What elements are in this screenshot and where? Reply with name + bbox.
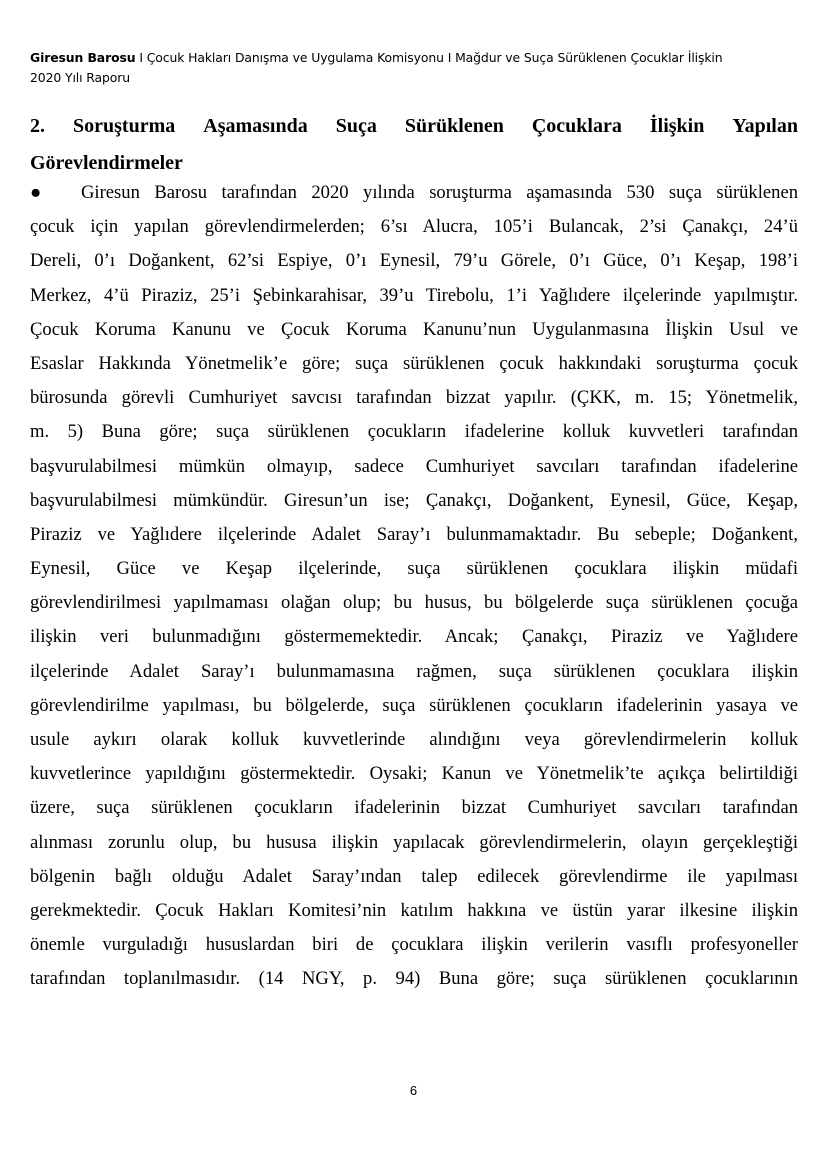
paragraph-line: gerekmektedir. Çocuk Hakları Komitesi’nin katılım hakkına ve üstün yarar ilkesine ilişkin (30, 899, 798, 921)
paragraph-line: ilçelerinde Adalet Saray’ı bulunmamasına rağmen, suça sürüklenen çocuklara ilişkin (30, 660, 798, 682)
paragraph-line: Çocuk Koruma Kanunu ve Çocuk Koruma Kanunu’nun Uygulanmasına İlişkin Usul ve (30, 318, 798, 340)
paragraph-line: başvurulabilmesi mümkün olmayıp, sadece Cumhuriyet savcıları tarafından ifadelerine (30, 455, 798, 477)
section-title-word: Sürüklenen (404, 115, 504, 137)
section-heading (30, 108, 798, 182)
paragraph-line: önemle vurguladığı hususlardan biri de çocuklara ilişkin verilerin vasıflı profesyoneller (30, 934, 798, 956)
bullet-icon: ● (30, 182, 42, 203)
section-number: 2. (30, 115, 45, 137)
paragraph-line: Eynesil, Güce ve Keşap ilçelerinde, suça sürüklenen çocuklara ilişkin müdafi (30, 558, 798, 580)
section-heading-line-2: Görevlendirmeler (30, 152, 183, 174)
paragraph-line: m. 5) Buna göre; suça sürüklenen çocukların ifadelerine kolluk kuvvetleri tarafından (30, 421, 798, 443)
paragraph-line: Esaslar Hakkında Yönetmelik’e göre; suça sürüklenen çocuk hakkındaki soruşturma çocuk (30, 352, 798, 374)
paragraph-line: Dereli, 0’ı Doğankent, 62’si Espiye, 0’ı Eynesil, 79’u Görele, 0’ı Güce, 0’ı Keşap, 198’i (30, 250, 798, 272)
section-title-word: İlişkin (649, 115, 705, 137)
paragraph-line: Merkez, 4’ü Piraziz, 25’i Şebinkarahisar, 39’u Tirebolu, 1’i Yağlıdere ilçelerinde yapılmıştır. (30, 284, 798, 306)
header-title: I Çocuk Hakları Danışma ve Uygulama Komisyonu I Mağdur ve Suça Sürüklenen Çocuklar İlişkin (135, 50, 723, 65)
paragraph-line: görevlendirilmesi yapılmaması olağan olup; bu husus, bu bölgelerde suça sürüklenen çocuğa (30, 592, 798, 614)
page-header (30, 48, 800, 88)
paragraph-line: tarafından toplanılmasıdır. (14 NGY, p. 94) Buna göre; suça sürüklenen çocuklarının (30, 968, 798, 990)
paragraph-line: ilişkin veri bulunmadığını göstermemektedir. Ancak; Çanakçı, Piraziz ve Yağlıdere (30, 626, 798, 648)
paragraph-line: bölgenin bağlı olduğu Adalet Saray’ından talep edilecek görevlendirme ile yapılması (30, 865, 798, 887)
body-paragraph (30, 176, 798, 997)
page-number: 6 (409, 1083, 418, 1098)
section-title-word: Suça (335, 115, 377, 137)
paragraph-line: bürosunda görevli Cumhuriyet savcısı tarafından bizzat yapılır. (ÇKK, m. 15; Yönetmelik, (30, 387, 798, 409)
paragraph-line: Piraziz ve Yağlıdere ilçelerinde Adalet Saray’ı bulunmamaktadır. Bu sebeple; Doğankent, (30, 523, 798, 545)
paragraph-line (30, 176, 798, 210)
section-heading-line-1 (30, 108, 798, 145)
section-title-word: Yapılan (732, 115, 798, 137)
paragraph-line: görevlendirilme yapılması, bu bölgelerde, suça sürüklenen çocukların ifadelerinin yasaya ve (30, 694, 798, 716)
section-title-word: Çocuklara (531, 115, 622, 137)
paragraph-line: usule aykırı olarak kolluk kuvvetlerinde alındığını veya görevlendirmelerin kolluk (30, 729, 798, 750)
header-org-name: Giresun Barosu (30, 50, 136, 65)
paragraph-line: başvurulabilmesi mümkündür. Giresun’un ise; Çanakçı, Doğankent, Eynesil, Güce, Keşap, (30, 489, 798, 511)
paragraph-line-text: Giresun Barosu tarafından 2020 yılında soruşturma aşamasında 530 suça sürüklenen (81, 182, 798, 203)
paragraph-line: çocuk için yapılan görevlendirmelerden; 6’sı Alucra, 105’i Bulancak, 2’si Çanakçı, 24’ü (30, 216, 798, 238)
header-line-1 (30, 48, 800, 68)
header-line-2: 2020 Yılı Raporu (30, 70, 131, 85)
section-title-word: Soruşturma (73, 115, 176, 137)
section-title-word: Aşamasında (203, 115, 308, 137)
paragraph-line: kuvvetlerince yapıldığını göstermektedir. Oysaki; Kanun ve Yönetmelik’te açıkça belirtildiği (30, 763, 798, 785)
paragraph-line: alınması zorunlu olup, bu hususa ilişkin yapılacak görevlendirmelerin, olayın gerçekleştiği (30, 831, 798, 853)
paragraph-line: üzere, suça sürüklenen çocukların ifadelerinin bizzat Cumhuriyet savcıları tarafından (30, 797, 798, 819)
